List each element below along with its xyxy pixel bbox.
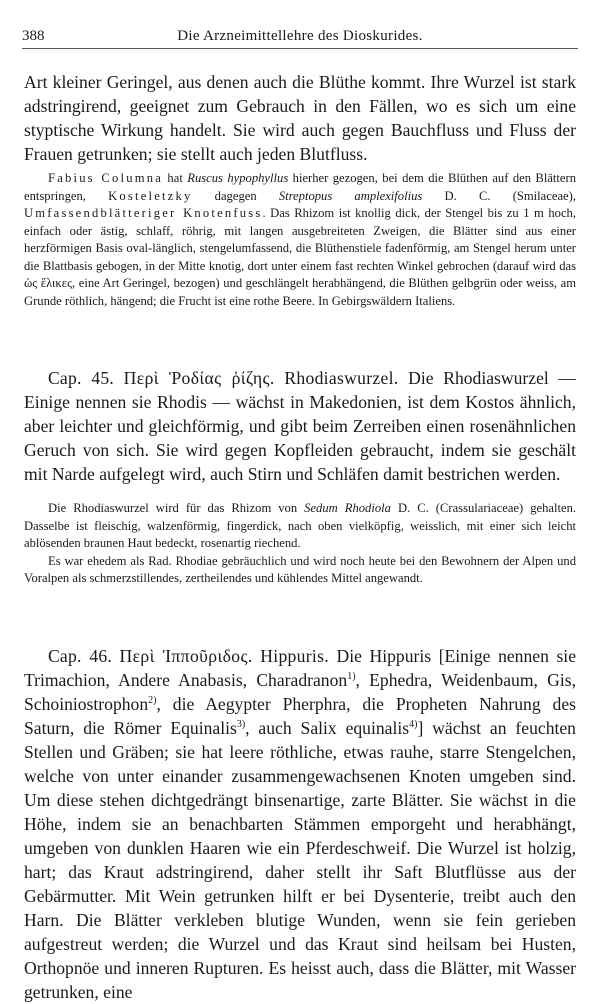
intro-paragraph [24, 70, 576, 166]
common-name-knotenfuss: Umfassendblätteriger Knotenfuss [24, 206, 263, 220]
note-text: hierher gezogen, bei dem die Blüthen auf den Blättern entspringen, [24, 171, 577, 203]
chapter-46-text [24, 644, 576, 1004]
chapter-46-body: , Ephedra, Weidenbaum, Gis, Schoiniostrophon [24, 670, 576, 714]
chapter-46 [24, 644, 576, 1004]
chapter-45-name: Rhodiaswurzel. [284, 368, 399, 388]
intro-text: Art kleiner Geringel, aus denen auch die Blüthe kommt. Ihre Wurzel ist stark adstringirend, geeignet zum Gebrauch in den Fällen, wo es sich um eine styptische Wirkung handelt. Sie wird auch gegen Bauchfluss und Fluss der Frauen getrunken; sie stellt auch jeden Blutfluss. [24, 72, 576, 164]
footnote-marker: 3) [236, 719, 246, 731]
species-ruscus: Ruscus hypophyllus [187, 171, 289, 185]
footnote-marker: 2) [148, 695, 157, 707]
chapter-45 [24, 366, 576, 486]
footnote-marker: 1) [347, 671, 356, 683]
footnote-columna [24, 170, 576, 310]
note-text: D. C. (Smilaceae), [422, 188, 576, 203]
footnote-marker: 4) [409, 719, 418, 731]
chapter-46-greek-title: Περὶ Ἱπποῦριδος. [119, 646, 253, 666]
author-columna: Fabius Columna [48, 171, 163, 185]
chapter-45-greek-title: Περὶ Ῥοδίας ῥίζης. [123, 368, 275, 388]
chapter-46-body: ] wächst an feuchten Stellen und Gräben; sie hat leere röthliche, etwas rauhe, starre Stengelchen, welche von unter einander zusammengewachsenen Knoten umgeben sind. Um diese stehen dichtgedrängt binsenartige, zarte Blätter. Sie wächst in die Höhe, indem sie an benachbarten Stämmen emporgeht und herabhängt, umgeben von dunklen Haaren wie ein Pferdeschweif. Die Wurzel ist holzig, hart; das Kraut adstringirend, daher stellt ihr Saft Blutflüsse aus der Gebärmutter. Mit Wein getrunken hilft er bei Dysenterie, treibt auch den Harn. Die Blätter verkleben blutige Wunden, wenn sie fein gerieben aufgestreut werden; die Wurzel und das Kraut sind heilsam bei Husten, Orthopnöe und inneren Rupturen. Es heisst auch, dass die Blätter, mit Wasser getrunken, eine [24, 718, 576, 1002]
note-text: D. C. (Crassulariaceae) gehalten. Dasselbe ist fleischig, walzenförmig, fingerdick, nach oben vielköpfig, weisslich, mit einer sich leicht ablösenden braunen Haut bedeckt, rosenartig riechend. [24, 501, 577, 550]
chapter-45-label: Cap. 45. [48, 368, 114, 388]
species-sedum: Sedum Rhodiola [304, 501, 391, 515]
author-kosteletzky: Kosteletzky [108, 188, 193, 203]
chapter-45-body: Die Rhodiaswurzel — Einige nennen sie Rhodis — wächst in Makedonien, ist dem Kostos ähnlich, aber leichter und gleichförmig, und gibt beim Zerreiben einen rosenähnlichen Geruch von sich. Sie wird gegen Kopfleiden gebraucht, indem sie geschält mit Narde aufgelegt wird, auch Stirn und Schläfen damit bestrichen werden. [24, 368, 577, 484]
chapter-46-body: Die Hippuris [Einige nennen sie Trimachion, Andere Anabasis, Charadranon [24, 646, 577, 690]
running-title: Die Arzneimittellehre des Dioskurides. [177, 28, 423, 44]
species-streptopus: Streptopus amplexifolius [278, 188, 423, 203]
footnote-rhodiola [24, 500, 576, 588]
chapter-46-label: Cap. 46. [48, 646, 112, 666]
note-text: dagegen [192, 188, 279, 203]
chapter-46-body: , die Aegypter Pherphra, die Propheten Nahrung des Saturn, die Römer Equinalis [24, 694, 576, 738]
note-rhodiola-p2: Es war ehedem als Rad. Rhodiae gebräuchlich und wird noch heute bei den Bewohnern der Alpen und Voralpen als schmerzstillendes, zertheilendes und kühlendes Mittel angewandt. [24, 553, 576, 585]
note-columna-text [24, 170, 576, 310]
chapter-45-text [24, 366, 576, 486]
note-text: Die Rhodiaswurzel wird für das Rhizom von [48, 501, 305, 515]
page-number: 388 [22, 28, 45, 44]
running-header [22, 26, 578, 49]
note-rhodiola-p1 [24, 500, 576, 553]
note-text: . Das Rhizom ist knollig dick, der Stengel bis zu 1 m hoch, einfach oder ästig, schlaff, röhrig, mit langen ausgebreiteten Zweigen, die Blätter sind aus einer herzförmigen Basis oval-länglich, stengelumfassend, die Blüthenstiele fadenförmig, am Stengel herum unter die Blattbasis gebogen, in der Mitte knotig, dort unter einem fast rechten Winkel gebrochen (darauf wird das ὡς ἕλικες, eine Art Geringel, bezogen) und geschlängelt herabhängend, die Blüthen gelbgrün oder weiss, am Grunde röthlich, hängend; die Frucht ist eine rothe Beere. In Gebirgswäldern Italiens. [24, 206, 576, 308]
chapter-46-name: Hippuris. [260, 646, 329, 666]
chapter-46-body: , auch Salix equinalis [245, 718, 410, 738]
note-text: hat [163, 171, 188, 185]
